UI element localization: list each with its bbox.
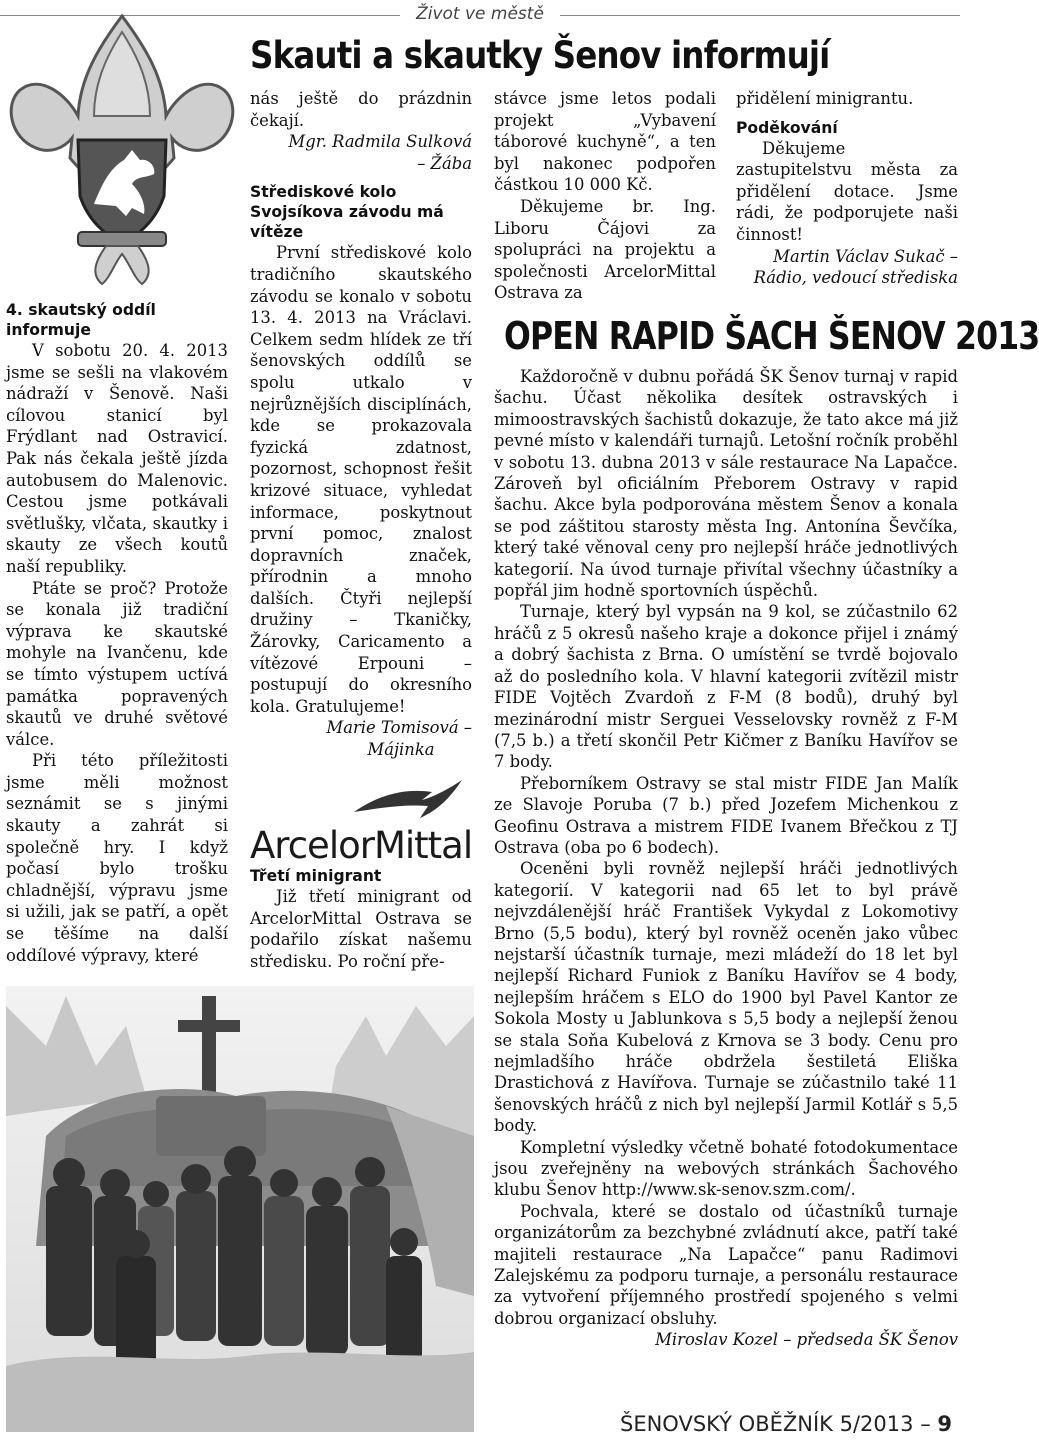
scout-group-photo — [6, 986, 474, 1432]
paragraph: přidělení minigrantu. — [736, 89, 914, 108]
article-heading: Poděkování — [736, 118, 838, 137]
column-scout-troop — [6, 300, 228, 966]
scout-lily-logo — [6, 8, 238, 290]
paragraph: V sobotu 20. 4. 2013 jsme se sešli na vlakovém nádraží v Šenově. Naši cílovou stanicí byl Frýdlant nad Ostravicí. Pak nás čekala ještě jízda autobusem do Malenovic. Cestou jsme potkávali světlušky, vlčata, skautky i skauty ze všech koutů naší republiky. — [6, 341, 228, 576]
page-footer — [620, 1412, 952, 1436]
paragraph: Turnaje, který byl vypsán na 9 kol, se zúčastnilo 62 hráčů z 5 okresů našeho kraje a dokonce přijel i známý a dobrý šachista z Brna. O umístění se tvrdě bojovalo až do posledního kola. V hlavní kategorii zvítězil mistr FIDE Vojtěch Zvardoň z F-M (8 bodů), druhý byl mezinárodní mistr Serguei Vesselovsky rovněž z F-M (7,5 b.) a třetí skončil Petr Kičmer z Baníku Havířov se 7 body. — [494, 602, 958, 772]
paragraph: nás ještě do prázdnin čekají. — [250, 89, 472, 130]
paragraph: Již třetí minigrant od ArcelorMittal Ostrava se podařilo získat našemu středisku. Po roční pře- — [250, 887, 472, 971]
paragraph: Děkujeme zastupitelstvu města za přidělení dotace. Jsme rádi, že podporujete naši činnost! — [736, 138, 958, 244]
column-thanks — [736, 88, 958, 289]
article-heading: Třetí minigrant — [250, 867, 382, 885]
paragraph: První střediskové kolo tradičního skautského závodu se konalo v sobotu 13. 4. 2013 na Vráclavi. Celkem sedm hlídek ze tří šenovských oddílů se spolu utkalo v nejrůznějších disciplínách, kde se prokazovala fyzická zdatnost, pozornost, schopnost řešit krizové situace, vyhledat informace, poskytnout první pomoc, znalost dopravních značek, přírodnin a mnoho dalších. Čtyři nejlepší družiny – Tkaničky, Žárovky, Caricamento a vítězové Erpouni – postupují do okresního kola. Gratulujeme! — [250, 243, 472, 716]
signature: Miroslav Kozel – předseda ŠK Šenov — [655, 1330, 958, 1350]
paragraph: Ptáte se proč? Protože se konala již tradiční výprava ke skautské mohyle na Ivančenu, kde se tímto výstupem uctívá památka popravených skautů ve druhé světové válce. — [6, 578, 228, 749]
chess-article-title: OPEN RAPID ŠACH ŠENOV 2013 — [504, 314, 1039, 358]
article-heading: 4. skautský oddíl informuje — [6, 301, 156, 339]
column-minigrant-cont — [494, 88, 716, 304]
paragraph: Děkujeme br. Ing. Liboru Čájovi za spolupráci na projektu a společnosti ArcelorMittal Ostrava za — [494, 196, 716, 303]
column-competition — [250, 88, 472, 761]
page-number: 9 — [937, 1412, 952, 1436]
signature: Martin Václav Sukač – — [773, 246, 958, 266]
section-label: Život ve městě — [416, 4, 544, 24]
signature: Májinka — [367, 740, 435, 760]
publication-name: ŠENOVSKÝ OBĚŽNÍK 5/2013 — [619, 1412, 914, 1436]
article-heading: Střediskové kolo Svojsíkova závodu má vítěze — [250, 183, 444, 242]
page-headline: Skauti a skautky Šenov informují — [250, 34, 830, 77]
signature: Marie Tomisová – — [326, 718, 472, 738]
paragraph: Přeborníkem Ostravy se stal mistr FIDE Jan Malík ze Slavoje Poruba (7 b.) před Jozefem Michenkou z Geofinu Ostrava a mistrem FIDE Ivanem Břečkou z TJ Ostrava (oba po 6 bodech). — [494, 773, 958, 857]
paragraph: Oceněni byli rovněž nejlepší hráči jednotlivých kategorií. V kategorii nad 65 let to byl právě nejvzdálenější hráč František Vykydal z Lokomotivy Brno (5,5 bodu), který byl rovněž oceněn jako vůbec nejstarší účastník turnaje, mezi mládeží do 18 let byl nejlepší Richard Funiok z Baníku Havířov se 4 body, nejlepším hráčem s ELO do 1900 byl Pavel Kantor ze Sokola Mosty u Jablunkova s 5,5 body a nejlepší ženou se stala Soňa Kubelová z Krnova se 3 body. Cenu pro nejmladšího hráče obdržela šestiletá Eliška Drastichová z Havířova. Turnaje se zúčastnilo také 11 šenovských hráčů z nich byl nejlepší Jarmil Kotlář s 5,5 body. — [494, 859, 958, 1136]
arcelormittal-logo-text: ArcelorMittal — [250, 824, 473, 867]
footer-dash: – — [920, 1412, 931, 1436]
column-minigrant — [250, 866, 472, 972]
paragraph: Při této příležitosti jsme měli možnost seznámit se s jinými skauty a zahrát si společně hry. I když počasí bylo trošku chladnější, výpravu jsme si užili, jak se patří, a opět se těšíme na další oddílové výpravy, které — [6, 751, 228, 965]
chess-article-body — [494, 366, 958, 1351]
signature: Rádio, vedoucí střediska — [753, 268, 958, 288]
paragraph: Každoročně v dubnu pořádá ŠK Šenov turnaj v rapid šachu. Účast několika desítek ostravských i mimoostravských šachistů dokazuje, že tato akce má již pevné místo v kalendáři turnajů. Letošní ročník proběhl v sobotu 13. dubna 2013 v sále restaurace Na Lapačce. Zároveň byl oficiálním Přeborem Ostravy v rapid šachu. Akce byla podporována městem Šenov a konala se pod záštitou starosty města Ing. Antonína Ševčíka, který také věnoval ceny pro nejlepší hráče jednotlivých kategorií. Na úvod turnaje přivítal všechny účastníky a popřál jim hodně sportovních úspěchů. — [494, 367, 958, 601]
paragraph: stávce jsme letos podali projekt „Vybavení táborové kuchyně“, a ten byl nakonec podpořen částkou 10 000 Kč. — [494, 89, 716, 195]
paragraph: Kompletní výsledky včetně bohaté fotodokumentace jsou zveřejněny na webových stránkách Šachového klubu Šenov http://www.sk-senov.szm.com/. — [494, 1137, 958, 1200]
signature: – Žába — [417, 153, 472, 173]
paragraph: Pochvala, které se dostalo od účastníků turnaje organizátorům za bezchybné zvládnutí akce, patří také majiteli restaurace „Na Lapačce“ panu Radimovi Zalejskému za podporu turnaje, a personálu restaurace za vytvoření příjemného prostředí spojeného s velmi dobrou organizací obsluhy. — [494, 1201, 958, 1328]
arcelormittal-swoosh-icon — [350, 776, 470, 826]
signature: Mgr. Radmila Sulková — [288, 132, 472, 152]
